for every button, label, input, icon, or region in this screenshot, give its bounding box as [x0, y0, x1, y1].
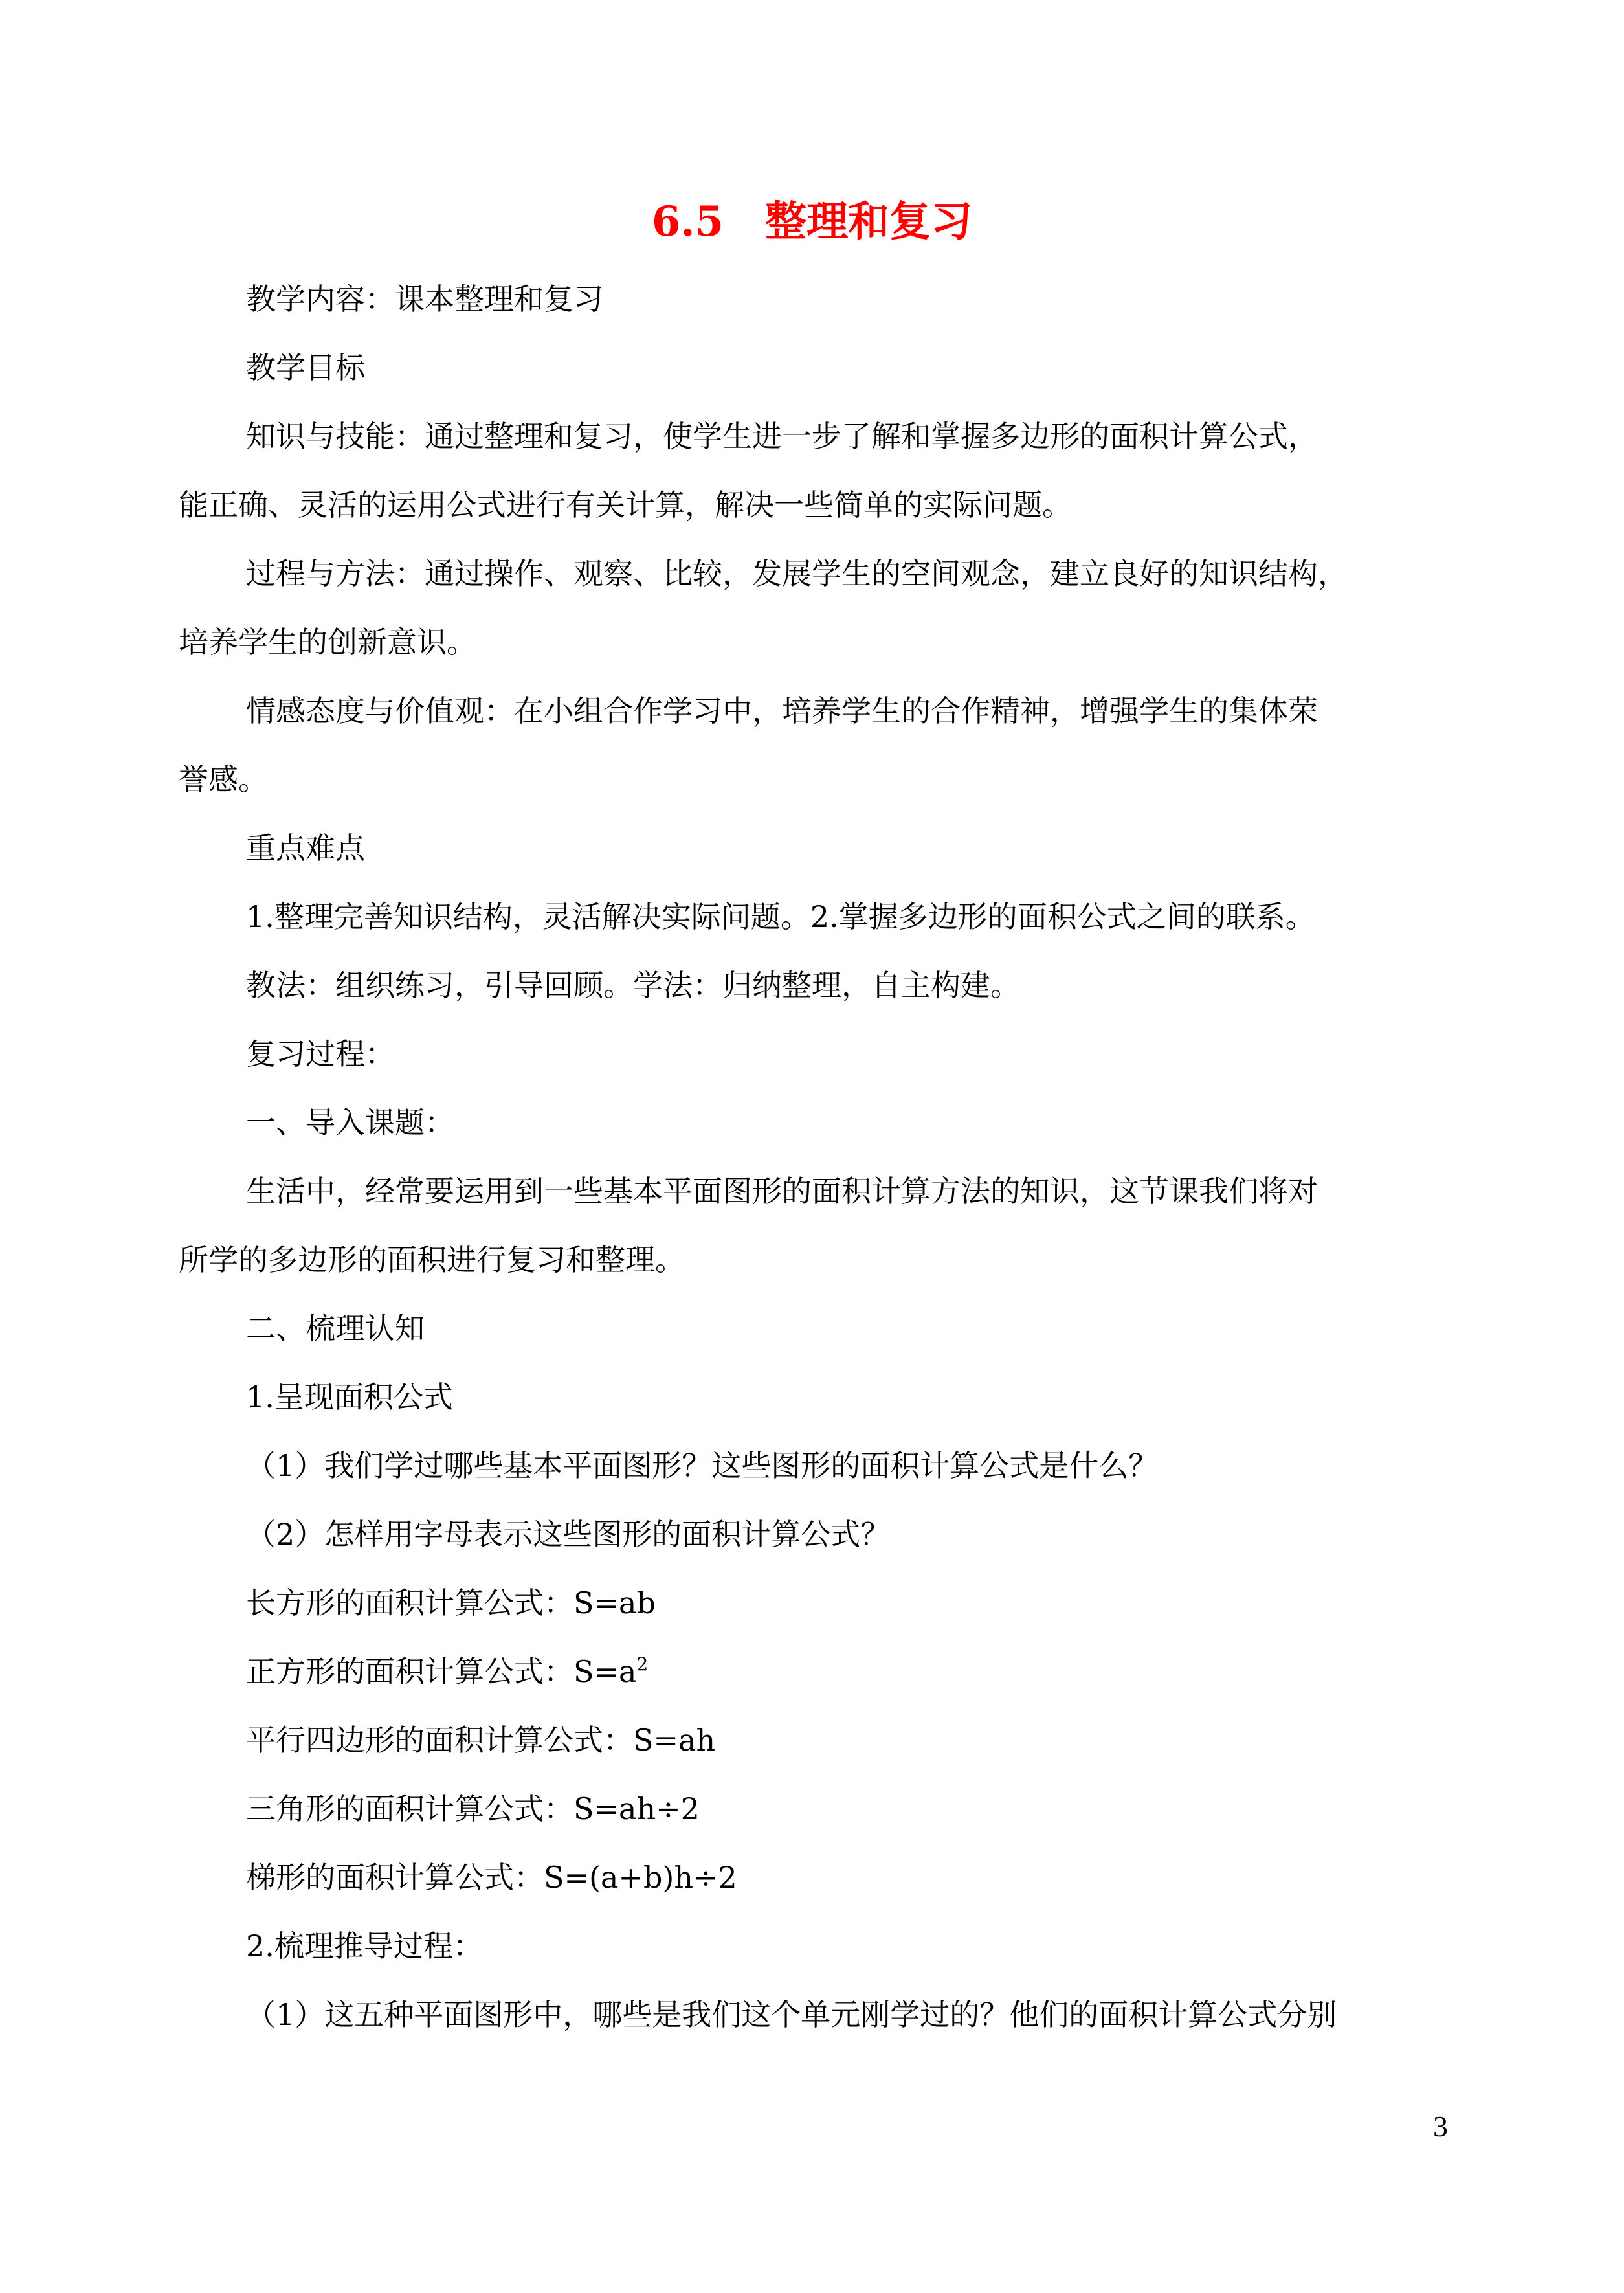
review-process-heading: 复习过程： — [246, 1036, 395, 1071]
square-formula-base: 正方形的面积计算公式：S=a — [246, 1654, 637, 1689]
parallelogram-formula: 平行四边形的面积计算公式：S=ah — [246, 1723, 716, 1758]
intro-line-2: 所学的多边形的面积进行复习和整理。 — [179, 1242, 685, 1277]
teaching-content: 教学内容：课本整理和复习 — [246, 282, 603, 317]
section-1-heading: 一、导入课题： — [246, 1105, 454, 1140]
rectangle-formula: 长方形的面积计算公式：S=ab — [246, 1585, 656, 1620]
page-title: 6.5 整理和复习 — [651, 197, 973, 246]
item-2-heading: 2.梳理推导过程： — [246, 1929, 483, 1963]
question-1: （1）我们学过哪些基本平面图形？这些图形的面积计算公式是什么？ — [246, 1448, 1159, 1483]
teaching-goals-heading: 教学目标 — [246, 350, 365, 385]
emotion-values-line-2: 誉感。 — [179, 762, 268, 797]
teaching-methods: 教法：组织练习，引导回顾。学法：归纳整理，自主构建。 — [246, 968, 1020, 1003]
knowledge-skills-line-1: 知识与技能：通过整理和复习，使学生进一步了解和掌握多边形的面积计算公式， — [246, 419, 1318, 454]
square-formula-exponent: 2 — [636, 1653, 649, 1675]
question-2: （2）怎样用字母表示这些图形的面积计算公式？ — [246, 1517, 891, 1552]
key-points: 1.整理完善知识结构，灵活解决实际问题。2.掌握多边形的面积公式之间的联系。 — [246, 899, 1315, 934]
knowledge-skills-line-2: 能正确、灵活的运用公式进行有关计算，解决一些简单的实际问题。 — [179, 487, 1072, 522]
item-1-heading: 1.呈现面积公式 — [246, 1380, 453, 1415]
section-2-heading: 二、梳理认知 — [246, 1311, 425, 1346]
process-methods-line-1: 过程与方法：通过操作、观察、比较，发展学生的空间观念，建立良好的知识结构， — [246, 556, 1348, 591]
triangle-formula: 三角形的面积计算公式：S=ah÷2 — [246, 1791, 700, 1826]
page-number: 3 — [1433, 2110, 1448, 2143]
process-methods-line-2: 培养学生的创新意识。 — [179, 625, 476, 660]
square-formula — [246, 1649, 648, 1694]
emotion-values-line-1: 情感态度与价值观：在小组合作学习中，培养学生的合作精神，增强学生的集体荣 — [246, 693, 1318, 728]
intro-line-1: 生活中，经常要运用到一些基本平面图形的面积计算方法的知识，这节课我们将对 — [246, 1174, 1318, 1209]
trapezoid-formula: 梯形的面积计算公式：S=(a+b)h÷2 — [246, 1860, 737, 1895]
question-3: （1）这五种平面图形中，哪些是我们这个单元刚学过的？他们的面积计算公式分别 — [246, 1997, 1337, 2032]
key-points-heading: 重点难点 — [246, 831, 365, 866]
